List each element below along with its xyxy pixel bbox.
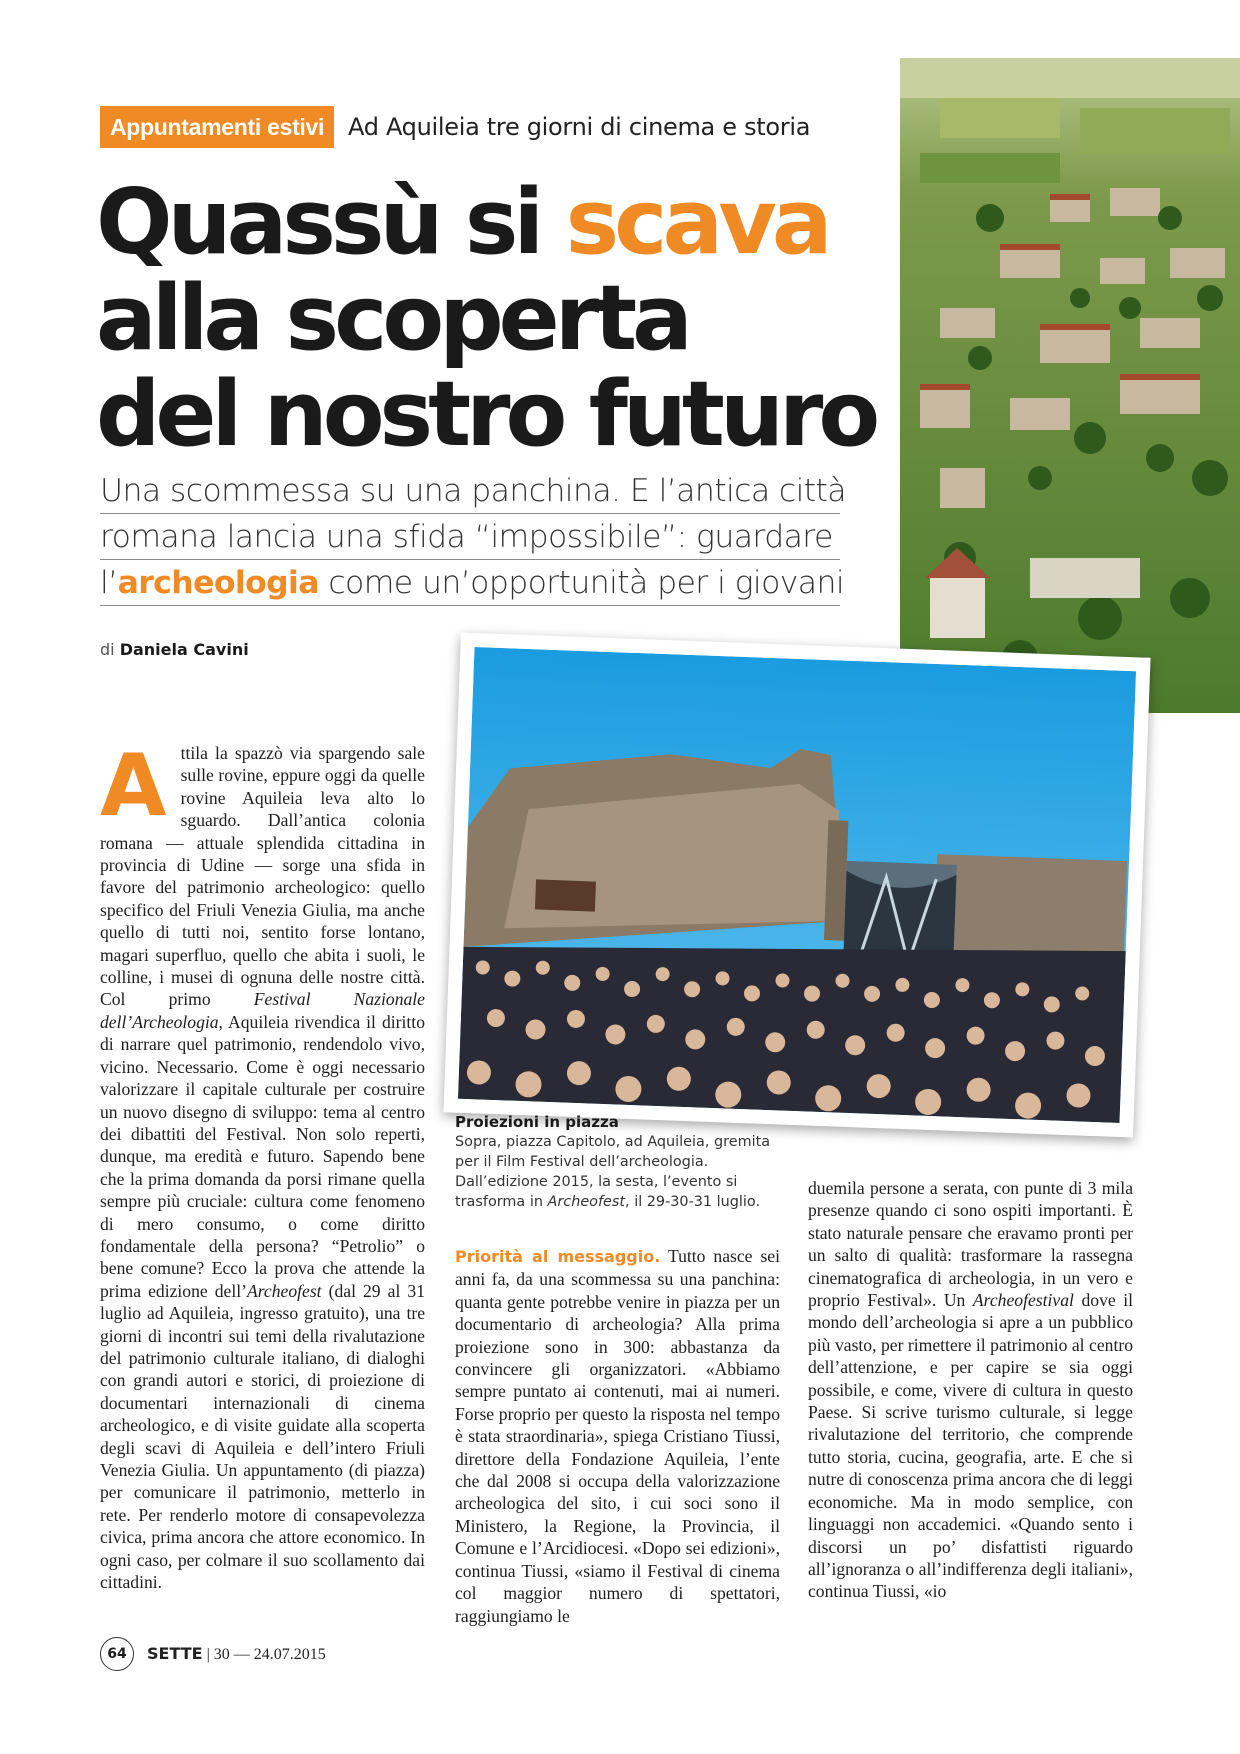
archeofest-name: Archeofest	[246, 1280, 322, 1301]
deck-line-3-c: come un’opportunità per i giovani	[318, 565, 845, 601]
headline-line-2: alla scoperta	[96, 266, 688, 371]
kicker-text: Ad Aquileia tre giorni di cinema e storia	[348, 113, 811, 141]
photo-caption	[455, 1112, 785, 1212]
deck-line-2: romana lancia una sfida “impossibile”: guardare	[100, 516, 840, 560]
deck-line-1: Una scommessa su una panchina. E l’antica città	[100, 470, 840, 514]
col3-text-a: duemila persone a serata, con punte di 3 mila presenze quando ci sono ospiti importanti. È stato naturale pensare che eravamo pronti per un salto di qualità: trasformare la rassegna cinematografica di archeologia, in un vero e proprio Festival». Un	[808, 1178, 1133, 1311]
drop-cap: A	[100, 736, 167, 836]
aerial-photo	[900, 58, 1240, 713]
headline-line-3: del nostro futuro	[96, 362, 876, 467]
caption-text-b: , il 29-30-31 luglio.	[625, 1194, 761, 1210]
col1-text-2: Aquileia rivendica il diritto di narrare quel patrimonio, rendendolo vivo, vicino. Necessario. Come è oggi necessario valorizzare il capitale culturale per costruire un nuovo disegno di sviluppo: tema al centro dei dibattiti del Festival. Non solo reperti, dunque, ma eredità e futuro. Sapendo bene che la prima domanda da porsi rimane quella sempre più cruciale: cultura come fenomeno di mero consumo, o come diritto fondamentale della persona? “Petrolio” o bene comune? Ecco la prova che attende la prima edizione dell’	[100, 1011, 425, 1301]
headline	[96, 170, 876, 467]
section-tag: Appuntamenti estivi	[100, 106, 334, 148]
page-number: 64	[100, 1637, 134, 1671]
magazine-name: SETTE	[147, 1644, 203, 1663]
section-runin: Priorità al messaggio.	[455, 1247, 661, 1266]
deck-line-3	[100, 562, 845, 606]
basilica-photo-graphic	[458, 647, 1136, 1123]
byline	[100, 640, 249, 659]
byline-prefix: di	[100, 640, 115, 659]
caption-title: Proiezioni in piazza	[455, 1113, 619, 1131]
headline-line-1-a: Quassù si	[96, 170, 566, 275]
folio-separator: |	[206, 1646, 210, 1663]
basilica-photo	[443, 633, 1150, 1138]
article-column-2	[455, 1245, 780, 1627]
deck	[100, 470, 847, 608]
headline-highlight: scava	[565, 170, 828, 275]
footer-folio	[147, 1644, 326, 1664]
col2-text: Tutto nasce sei anni fa, da una scommessa su una panchina: quanta gente potrebbe venire in piazza per un documentario di archeologia? Alla prima proiezione sono in 300: abbastanza da convincere gli organizzatori. «Abbiamo sempre puntato ai contenuti, mai ai numeri. Forse proprio per questo la risposta nel tempo è stata straordinaria», spiega Cristiano Tiussi, direttore della Fondazione Aquileia, l’ente che dal 2008 si occupa della valorizzazione archeologica del sito, i cui soci sono il Ministero, la Regione, la Provincia, il Comune e l’Arcidiocesi. «Dopo sei edizioni», continua Tiussi, «siamo il Festival di cinema col maggior numero di spettatori, raggiungiamo le	[455, 1246, 780, 1626]
festival-name: Festival Nazionale dell’Archeologia,	[100, 989, 425, 1032]
caption-italic: Archeofest	[547, 1194, 626, 1210]
deck-line-3-a: l’	[100, 565, 118, 601]
headline-line-1	[96, 170, 876, 275]
article-column-1	[100, 736, 425, 1593]
article-column-3	[808, 1177, 1133, 1603]
col3-text-b: dove il mondo dell’archeologia si apre a un pubblico più vasto, per rimettere il patrimonio al centro dell’attenzione, e per capire se sia oggi possibile, e come, vivere di cultura in questo Paese. Si scrive turismo culturale, si legge rivalutazione del territorio, che comprende tutto storia, cucina, geografia, arte. E che si nutre di conoscenza prima ancora che di leggi economiche. Ma in modo semplice, con linguaggi non accademici. «Quando sento i discorsi un po’ disfattisti riguardo all’ignoranza o all’indifferenza degli italiani», continua Tiussi, «io	[808, 1290, 1134, 1602]
deck-accent: archeologia	[117, 565, 319, 601]
aerial-photo-graphic	[900, 58, 1240, 713]
byline-author: Daniela Cavini	[119, 640, 249, 659]
col1-text-3: (dal 29 al 31 luglio ad Aquileia, ingresso gratuito), una tre giorni di incontri sui temi della rivalutazione del patrimonio culturale italiano, di dialoghi con grandi autori e storici, di proiezione di documentari internazionali di cinema archeologico, e di visite guidate alla scoperta degli scavi di Aquileia e dell’intero Friuli Venezia Giulia. Un appuntamento (di piazza) per comunicare il patrimonio, metterlo in rete. Per renderlo motore di consapevolezza civica, prima ancora che attore economico. In ogni caso, per colmare il suo scollamento dai cittadini.	[100, 1280, 425, 1593]
col1-text-1: ttila la spazzò via spargendo sale sulle rovine, eppure oggi da quelle rovine Aquileia leva alto lo sguardo. Dall’antica colonia romana — attuale splendida cittadina in provincia di Udine — sorge una sfida in favore del patrimonio archeologico: quello specifico del Friuli Venezia Giulia, ma anche quello di tutti noi, sentito forse lontano, magari superfluo, quello che abita i suoli, le colline, i musei di ognuna delle nostre città. Col primo	[100, 743, 425, 1010]
issue-date: 30 — 24.07.2015	[213, 1646, 326, 1663]
archeofestival-name: Archeofestival	[972, 1290, 1074, 1311]
caption-text-a: Sopra, piazza Capitolo, ad Aquileia, gremita per il Film Festival dell’archeologia. Dall’edizione 2015, la sesta, l’evento si trasforma in	[455, 1134, 771, 1210]
